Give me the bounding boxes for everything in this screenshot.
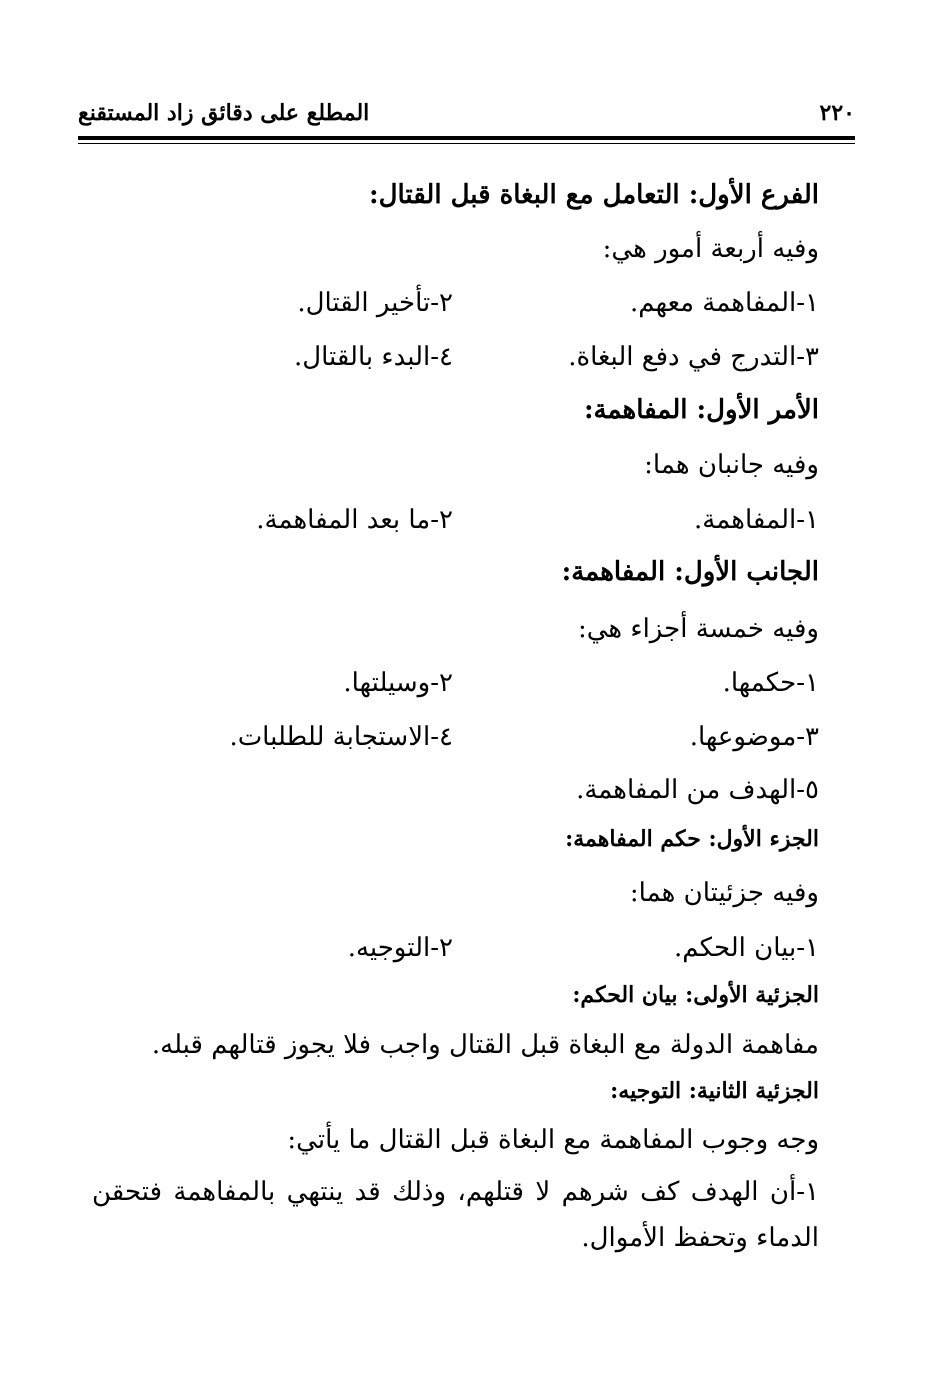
list-item: ٣-موضوعها.	[689, 722, 819, 752]
list-item: ١-المفاهمة.	[694, 505, 819, 535]
list-item: ٥-الهدف من المفاهمة.	[576, 775, 819, 805]
list-item: ٤-الاستجابة للطلبات.	[229, 722, 453, 752]
list-item: ٢-ما بعد المفاهمة.	[256, 505, 453, 535]
heading-matter-1: الأمر الأول: المفاهمة:	[583, 395, 819, 425]
page-number: ٢٢٠	[819, 100, 855, 126]
list-item: ٢-وسيلتها.	[343, 668, 453, 698]
heading-side-1: الجانب الأول: المفاهمة:	[561, 557, 819, 587]
paragraph-ruling: مفاهمة الدولة مع البغاة قبل القتال واجب فلا يجوز قتالهم قبله.	[151, 1030, 819, 1060]
list-item: ٢-تأخير القتال.	[297, 288, 453, 318]
header-rule-thin	[78, 143, 855, 144]
heading-subpart-2: الجزئية الثانية: التوجيه:	[610, 1078, 819, 1104]
running-title: المطلع على دقائق زاد المستقنع	[78, 100, 370, 126]
intro-two-subparts: وفيه جزئيتان هما:	[629, 878, 819, 908]
heading-branch-1: الفرع الأول: التعامل مع البغاة قبل القتال:	[369, 180, 819, 210]
list-item: ١-المفاهمة معهم.	[630, 288, 819, 318]
heading-part-1: الجزء الأول: حكم المفاهمة:	[565, 826, 819, 852]
list-item: ٣-التدرج في دفع البغاة.	[568, 342, 819, 372]
page-header	[78, 100, 855, 130]
header-rule-thick	[78, 136, 855, 140]
list-item: ٤-البدء بالقتال.	[293, 342, 453, 372]
heading-subpart-1: الجزئية الأولى: بيان الحكم:	[572, 982, 819, 1008]
list-item: ٢-التوجيه.	[347, 933, 453, 963]
intro-five-parts: وفيه خمسة أجزاء هي:	[577, 614, 819, 644]
list-item: ١-حكمها.	[722, 668, 819, 698]
paragraph-reason-1: ١-أن الهدف كف شرهم لا قتلهم، وذلك قد ينتهي بالمفاهمة فتحقن الدماء وتحفظ الأموال.	[92, 1177, 819, 1253]
intro-two-sides: وفيه جانبان هما:	[644, 450, 819, 480]
intro-four-matters: وفيه أربعة أمور هي:	[602, 234, 819, 264]
list-item: ١-بيان الحكم.	[674, 933, 819, 963]
paragraph-reason-intro: وجه وجوب المفاهمة مع البغاة قبل القتال ما يأتي:	[287, 1125, 819, 1155]
